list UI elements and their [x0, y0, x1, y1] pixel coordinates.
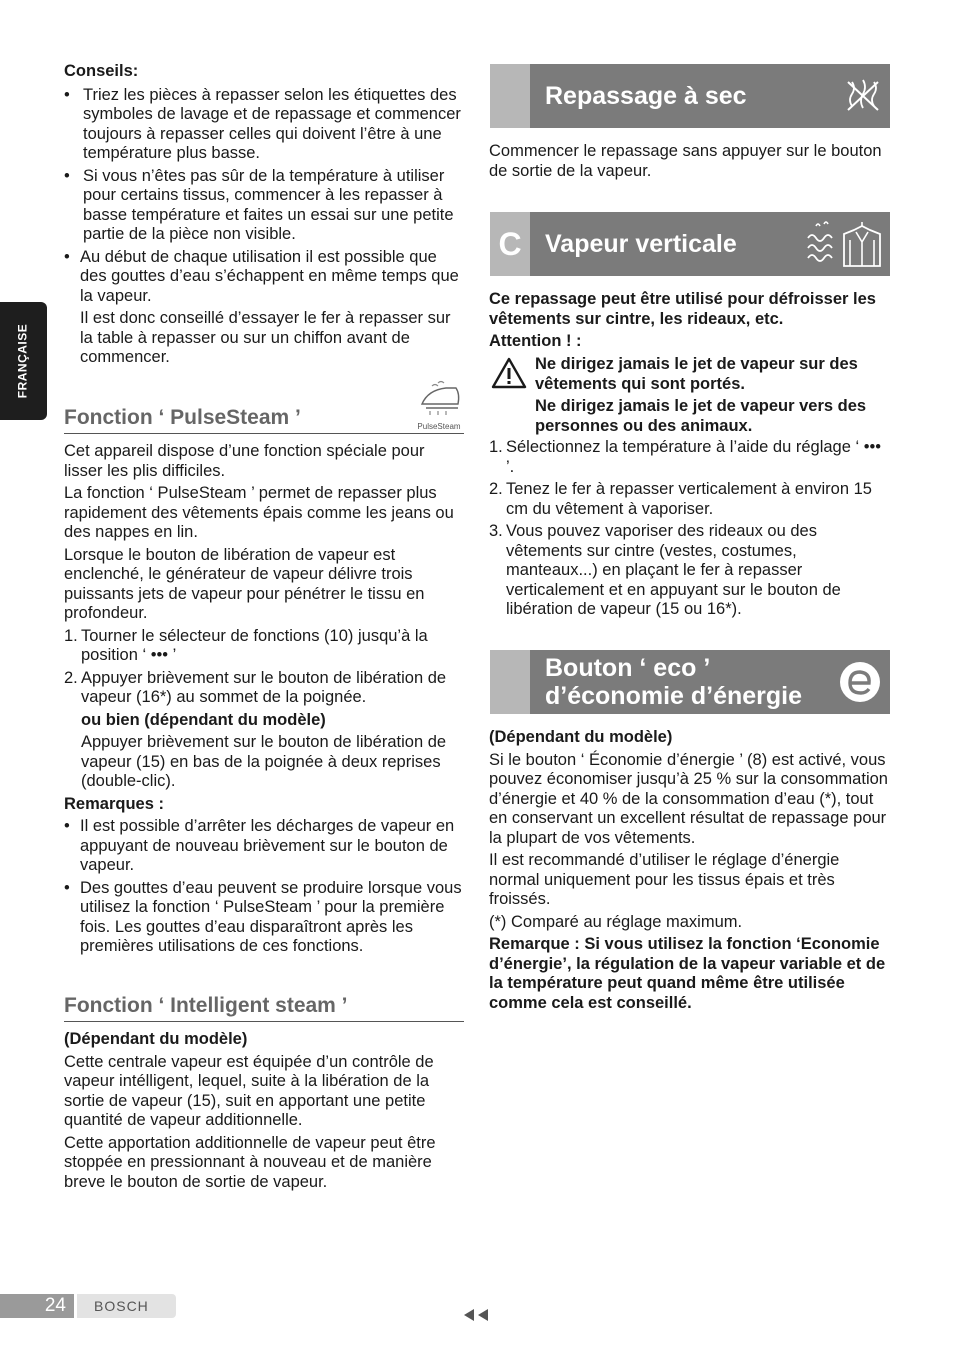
banner-letter: C [498, 226, 522, 262]
pulsesteam-icon-label: PulseSteam [417, 421, 461, 431]
list-item: • Si vous n’êtes pas sûr de la température à utiliser pour certains tissus, commencer à les repasser à basse température et faites un essai sur une petite partie de la pièce non visible. [64, 166, 454, 243]
banner-vapeur-verticale [490, 212, 890, 276]
warnings-block: Ne dirigez jamais le jet de vapeur sur des vêtements qui sont portés. Ne dirigez jamais le jet de vapeur vers des personnes ou des animaux. [535, 355, 867, 435]
eco-icon [839, 661, 881, 709]
list-item: 2. Appuyer brièvement sur le bouton de libération de vapeur (16*) au sommet de la poignée. ou bien (dépendant du modèle) Appuyer brièvement sur le bouton de libération de vapeur (15) en bas de la poignée à deux reprises (double-clic). [64, 669, 464, 792]
ou-bien-label: ou bien (dépendant du modèle) [81, 710, 326, 729]
list-item: • Au début de chaque utilisation il est possible que des gouttes d’eau s’échappent en même temps que la vapeur. Il est donc conseillé d’essayer le fer à repasser sur la table à repasser ou sur un chiffon avant de commencer. [64, 247, 459, 366]
list-item: • Des gouttes d’eau peuvent se produire lorsque vous utilisez la fonction ‘ PulseSteam ’ pour la première fois. Les gouttes d’eau disparaîtront après les premières utilisations de ces fonctions. [64, 878, 462, 955]
list-item: • Triez les pièces à repasser selon les étiquettes des symboles de lavage et de repassage et commencer toujours à repasser celles qui doivent l’être à une température plus basse. [64, 85, 461, 162]
repassage-sec-text: Commencer le repassage sans appuyer sur le bouton de sortie de la vapeur. [489, 142, 882, 180]
list-item: 1. Tourner le sélecteur de fonctions (10) jusqu’à la position ‘ ••• ’ [64, 626, 428, 664]
intelligent-steam-section: (Dépendant du modèle) Cette centrale vapeur est équipée d’un contrôle de vapeur intélligent, lequel, suite à la libération de la sortie de vapeur (15), suit en apportant une petite quantité de vapeur additionnelle. Cette apportation additionnelle de vapeur peut être stoppée en pressionnant à nouveau et de manière breve le bouton de sortie de vapeur. [64, 1030, 436, 1191]
page-number-box [0, 1294, 74, 1318]
warning-icon [491, 357, 527, 389]
banner-title: Vapeur verticale [545, 230, 737, 258]
banner-tab [490, 212, 530, 276]
banner-tab [490, 650, 530, 714]
pulsesteam-section: Cet appareil dispose d’une fonction spéciale pour lisser les plis difficiles. La fonction ‘ PulseSteam ’ permet de repasser plus rapidement des vêtements épais comme les jeans ou des nappes en lin. Lorsque le bouton de libération de vapeur est enclenché, le générateur de vapeur délivre trois puissants jets de vapeur pour pénétrer le tissu en profondeur. 1. Tourner le sélecteur de fonctions (10) jusqu’à la position ‘ ••• ’ 2. Appuyer brièvement sur le bouton de libération de vapeur (16*) au sommet de la poignée. ou bien (dépendant du modèle) Appuyer brièvement sur le bouton de libération de vapeur (15) en bas de la poignée à deux reprises (double-clic). Remarques : • Il est possible d’arrêter les décharges de vapeur en appuyant de nouveau brièvement sur le bouton de vapeur. • Des gouttes d’eau peuvent se produire lorsque vous utilisez la fonction ‘ PulseSteam ’ pour la première fois. Les gouttes d’eau disparaîtront après les premières utilisations de ces fonctions. [64, 442, 464, 957]
intelligent-steam-heading-block [64, 992, 464, 1022]
language-tab [0, 302, 47, 420]
banner-title-line-1: Bouton ‘ eco ’ [545, 654, 711, 682]
list-item: 1. Sélectionnez la température à l’aide du réglage ‘ ••• ’. [489, 438, 882, 476]
previous-page-icon[interactable] [462, 1308, 490, 1322]
pulsesteam-heading-block [64, 404, 464, 434]
list-item: • Il est possible d’arrêter les décharges de vapeur en appuyant de nouveau brièvement sur le bouton de vapeur. [64, 817, 455, 874]
intelligent-steam-heading: Fonction ‘ Intelligent steam ’ [64, 994, 348, 1017]
banner-title: Repassage à sec [545, 82, 747, 110]
brand-box [77, 1294, 176, 1318]
banner-tab [490, 64, 530, 128]
list-item: 3. Vous pouvez vaporiser des rideaux ou des vêtements sur cintre (vestes, costumes, manteaux...) en plaçant le fer à repasser verticalement et en appuyant sur le bouton de libération de vapeur (15 ou 16*). [489, 522, 841, 618]
conseils-section [64, 62, 464, 368]
page-number: 24 [44, 1295, 66, 1316]
conseils-title: Conseils: [64, 62, 139, 80]
brand-label: BOSCH [94, 1298, 149, 1314]
eco-remark: Remarque : Si vous utilisez la fonction ‘Economie d’énergie’, la régulation de la vapeur variable et de la température peut quand même être utilisée comme cela est conseillé. [489, 935, 886, 1012]
remarques-title: Remarques : [64, 794, 164, 813]
attention-label: Attention ! : [489, 332, 582, 350]
vapeur-verticale-section: Ce repassage peut être utilisé pour défroisser les vêtements sur cintre, les rideaux, etc. Attention ! : [489, 290, 891, 352]
no-steam-icon [844, 76, 882, 122]
vertical-steam-icon [800, 220, 884, 276]
pulsesteam-heading: Fonction ‘ PulseSteam ’ [64, 406, 301, 429]
language-label: FRANÇAISE [15, 323, 30, 399]
list-item: 2. Tenez le fer à repasser verticalement à environ 15 cm du vêtement à vaporiser. [489, 480, 872, 518]
banner-title-line-2: d’économie d’énergie [545, 682, 803, 710]
banner-repassage-sec [490, 64, 890, 128]
pulsesteam-icon [416, 380, 462, 431]
eco-section: (Dépendant du modèle) Si le bouton ‘ Économie d’énergie ’ (8) est activé, vous pouvez économiser jusqu’à 25 % sur la consommation d’énergie et 40 % de la consommation d’eau (*), tout en conservant un excellent résultat de repassage pour la plupart de vos vêtements. Il est recommandé d’utiliser le réglage d’énergie normal uniquement pour les tissus épais et très froissés. (*) Comparé au réglage maximum. Remarque : Si vous utilisez la fonction ‘Economie d’énergie’, la régulation de la vapeur variable et de la température peut quand même être utilisée comme cela est conseillé. [489, 728, 891, 1013]
banner-bouton-eco [490, 650, 890, 714]
vapeur-verticale-steps [489, 438, 891, 620]
